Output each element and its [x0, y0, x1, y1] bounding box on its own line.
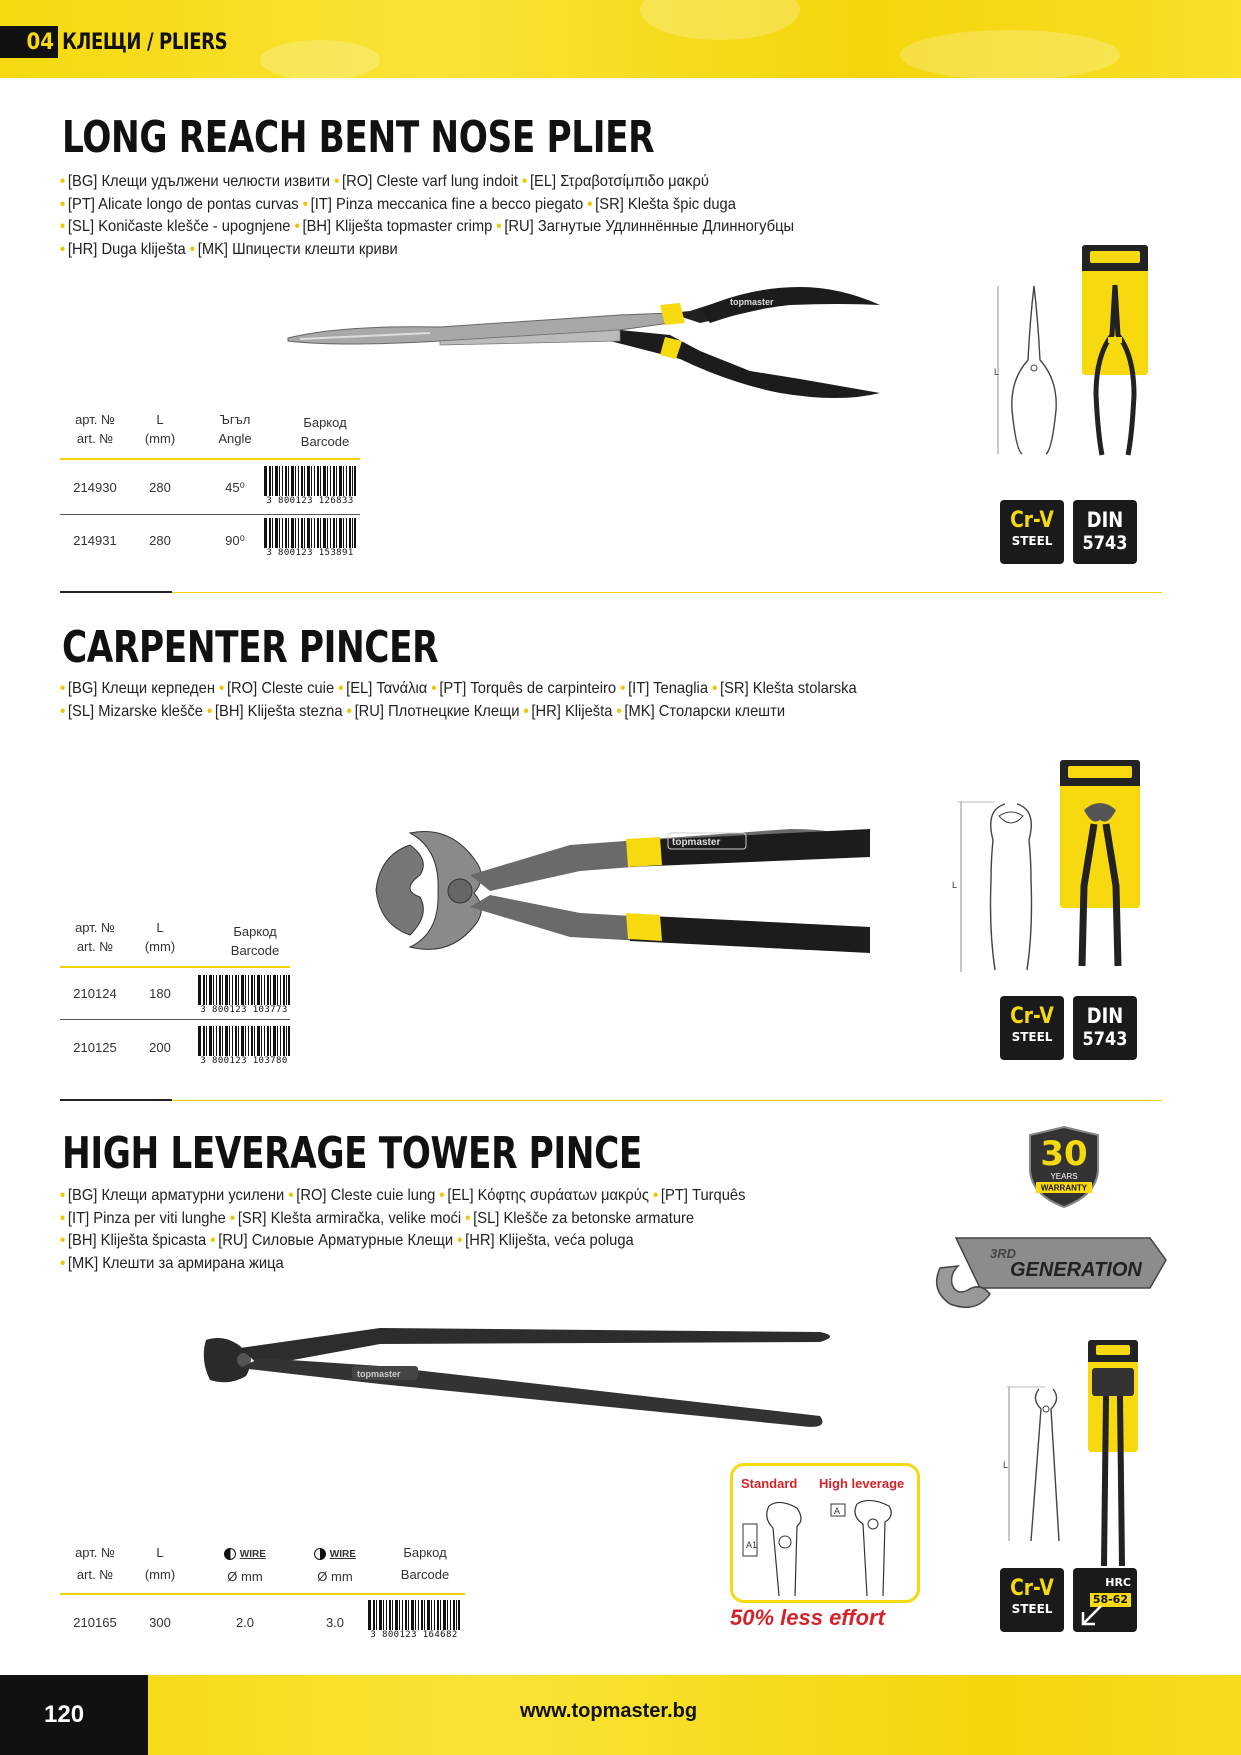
long-reach-outline-drawing	[990, 280, 1070, 460]
half-circle-icon	[224, 1548, 236, 1560]
table-row: 210165	[73, 1615, 117, 1630]
translations-carpenter: • [BG] Клещи керпеден • [RO] Cleste cuie • [EL] Τανάλια • [PT] Torquês de carpinteiro • [IT] Tenaglia • [SR] Klešta stolarska • [SL] Mizarske klešče • [BH] Kliješta stezna • [RU] Плотнецкие Клещи • [HR] Kliješta • [MK] Столарски клешти	[60, 680, 857, 720]
third-generation-logo	[920, 1230, 1170, 1320]
tower-pince-image	[200, 1320, 840, 1440]
dimension-label: L	[952, 880, 958, 890]
barcode: 3 800123 153891	[264, 518, 356, 558]
barcode: 3 800123 126833	[264, 466, 356, 506]
section-tab	[0, 26, 264, 58]
table-row: 214930	[73, 480, 117, 495]
svg-text:GENERATION: GENERATION	[1010, 1259, 1142, 1281]
tower-pince-outline-drawing	[1005, 1385, 1085, 1545]
svg-text:30: 30	[1040, 1134, 1088, 1174]
section-number: 04	[0, 26, 58, 58]
crv-steel-badge: Cr-V STEEL	[1000, 1568, 1064, 1632]
long-reach-plier-image	[280, 275, 890, 415]
wire-cut-hard-header: WIRE Ø mm	[300, 1543, 370, 1586]
dimension-label: L	[1003, 1460, 1009, 1470]
brand-logo-on-handle: topmaster	[672, 837, 721, 848]
carpenter-outline-drawing	[955, 800, 1055, 975]
package-image-carpenter	[1060, 760, 1140, 908]
wire-cut-soft-header: WIRE Ø mm	[210, 1543, 280, 1586]
table-row: 210125	[73, 1040, 117, 1055]
svg-text:3RD: 3RD	[990, 1246, 1017, 1261]
leverage-comparison-diagram: Standard High leverage A1 A	[730, 1463, 920, 1603]
product-title-tower-pince: HIGH LEVERAGE TOWER PINCE	[62, 1128, 642, 1179]
crv-steel-badge: Cr-V STEEL	[1000, 500, 1064, 564]
din-badge: DIN 5743	[1073, 500, 1137, 564]
package-image-long-reach	[1082, 245, 1148, 375]
table-row: 214931	[73, 533, 117, 548]
translations-long-reach: • [BG] Клещи удължени челюсти извити • [RO] Cleste varf lung indoit • [EL] Στραβοτσίμπιδο μακρύ • [PT] Alicate longo de pontas curvas • [IT] Pinza meccanica fine a becco piegato • [SR] Klešta špic duga • [SL] Koničaste klešče - upognjene • [BH] Kliješta topmaster crimp • [RU] Загнутые Удлиннённые Длинногубцы • [HR] Duga kliješta • [MK] Шпицести клешти криви	[60, 173, 795, 258]
section-name: КЛЕЩИ / PLIERS	[62, 29, 228, 55]
product-title-long-reach: LONG REACH BENT NOSE PLIER	[62, 112, 655, 163]
section-divider	[60, 591, 172, 593]
dimension-label: L	[994, 367, 1000, 377]
product-title-carpenter: CARPENTER PINCER	[62, 622, 439, 673]
half-circle-icon	[314, 1548, 326, 1560]
brand-logo-on-handle: topmaster	[730, 297, 774, 307]
barcode: 3 800123 164682	[368, 1600, 460, 1640]
website-link[interactable]: www.topmaster.bg	[520, 1700, 698, 1722]
brand-logo-on-handle: topmaster	[357, 1369, 401, 1379]
svg-text:A1: A1	[746, 1540, 758, 1550]
less-effort-claim: 50% less effort	[730, 1605, 885, 1630]
package-image-tower-pince	[1088, 1340, 1138, 1452]
svg-text:A: A	[834, 1506, 841, 1516]
svg-text:YEARS: YEARS	[1050, 1172, 1078, 1181]
page-number: 120	[0, 1675, 148, 1755]
carpenter-pincer-image	[370, 815, 870, 965]
table-row: 210124	[73, 986, 117, 1001]
warranty-30-years-icon	[1026, 1125, 1102, 1209]
section-divider	[60, 1099, 172, 1101]
barcode: 3 800123 103773	[198, 975, 290, 1015]
svg-text:WARRANTY: WARRANTY	[1040, 1183, 1088, 1193]
din-badge: DIN 5743	[1073, 996, 1137, 1060]
crv-steel-badge: Cr-V STEEL	[1000, 996, 1064, 1060]
hrc-hardness-badge: HRC 58-62	[1073, 1568, 1137, 1632]
arrow-down-left-icon	[1079, 1604, 1103, 1628]
translations-tower-pince: • [BG] Клещи арматурни усилени • [RO] Cleste cuie lung • [EL] Κόφτης συράατων μακρύς • [PT] Turquês • [IT] Pinza per viti lunghe • [SR] Klešta armiračka, velike moći • [SL] Klešče za betonske armature • [BH] Kliješta špicasta • [RU] Силовые Арматурные Клещи • [HR] Kliješta, veća poluga • [MK] Клешти за армирана жица	[60, 1187, 746, 1272]
barcode: 3 800123 103780	[198, 1026, 290, 1066]
